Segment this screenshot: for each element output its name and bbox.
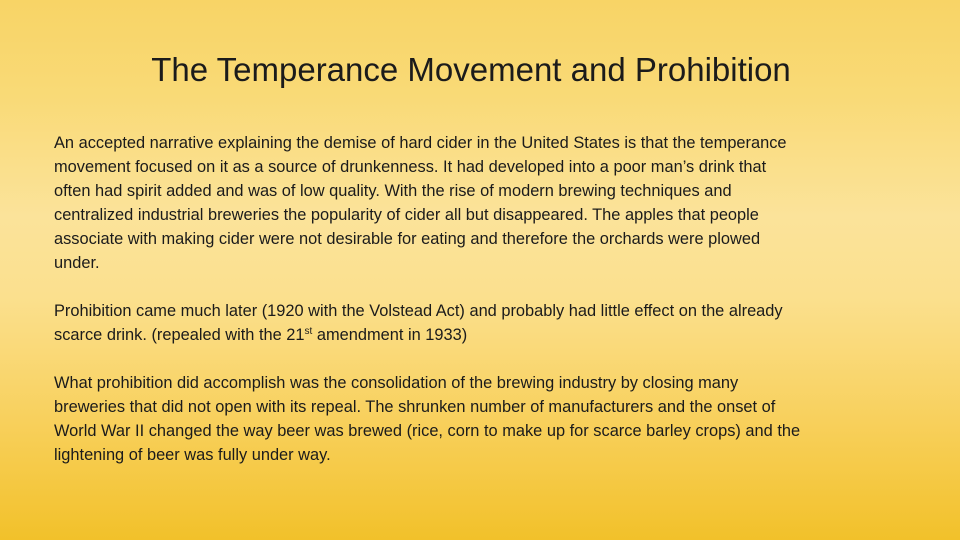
ordinal-superscript: st bbox=[304, 326, 313, 337]
paragraph-line: associate with making cider were not desirable for eating and therefore the orchards were plowed bbox=[54, 230, 761, 248]
paragraph-cider-decline bbox=[54, 131, 914, 275]
line-text-after-superscript: amendment in 1933) bbox=[312, 326, 468, 344]
paragraph-prohibition bbox=[54, 299, 914, 347]
paragraph-line: centralized industrial breweries the popularity of cider all but disappeared. The apples that people bbox=[54, 206, 759, 224]
slide-title: The Temperance Movement and Prohibition bbox=[151, 51, 791, 88]
paragraph-line: often had spirit added and was of low quality. With the rise of modern brewing techniques and bbox=[54, 182, 732, 200]
paragraph-line: World War II changed the way beer was brewed (rice, corn to make up for scarce barley crops) and the bbox=[54, 422, 801, 440]
paragraph-line bbox=[54, 323, 914, 347]
paragraph-line: breweries that did not open with its repeal. The shrunken number of manufacturers and the onset of bbox=[54, 398, 776, 416]
paragraph-line: Prohibition came much later (1920 with the Volstead Act) and probably had little effect on the already bbox=[54, 302, 783, 320]
paragraph-line: An accepted narrative explaining the demise of hard cider in the United States is that the temperance bbox=[54, 134, 787, 152]
paragraph-line: lightening of beer was fully under way. bbox=[54, 446, 331, 464]
paragraph-brewing-consolidation bbox=[54, 371, 914, 467]
paragraph-line: under. bbox=[54, 254, 100, 272]
paragraph-line: What prohibition did accomplish was the consolidation of the brewing industry by closing many bbox=[54, 374, 739, 392]
slide-body bbox=[54, 131, 914, 467]
line-text-before-superscript: scarce drink. (repealed with the 21 bbox=[54, 326, 305, 344]
paragraph-line: movement focused on it as a source of drunkenness. It had developed into a poor man’s drink that bbox=[54, 158, 767, 176]
